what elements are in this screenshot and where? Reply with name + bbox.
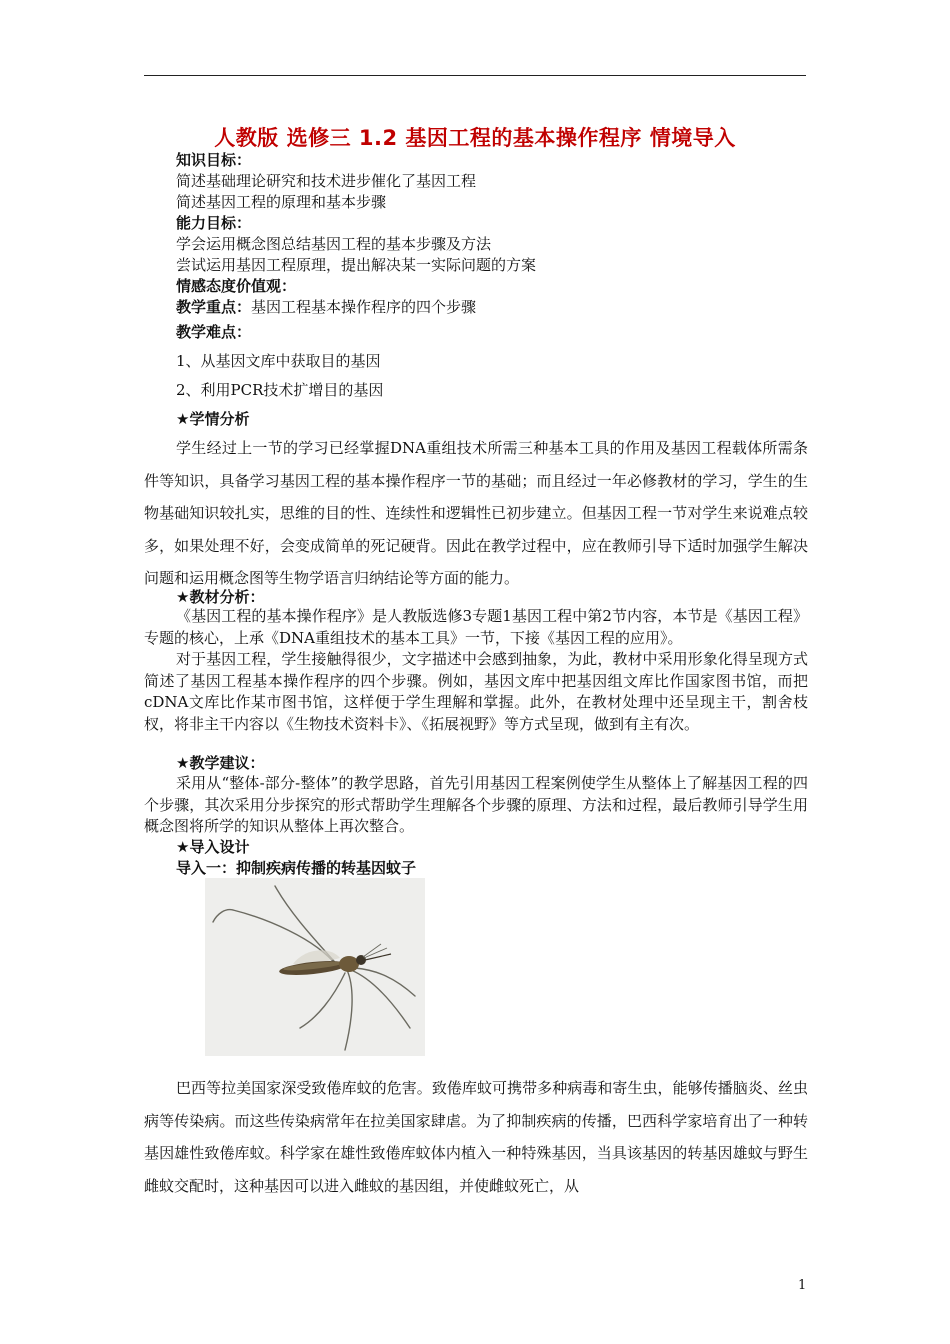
intro-design-heading: ★导入设计 xyxy=(176,838,250,856)
intro-one-text: 巴西等拉美国家深受致倦库蚊的危害。致倦库蚊可携带多种病毒和寄生虫，能够传播脑炎、丝虫病等传染病。而这些传染病常年在拉美国家肆虐。为了抑制疾病的传播，巴西科学家培育出了一种转基因雄性致倦库蚊。科学家在雄性致倦库蚊体内植入一种特殊基因，当具该基因的转基因雄蚊与野生雌蚊交配时，这种基因可以进入雌蚊的基因组，并使雌蚊死亡，从 xyxy=(144,1079,808,1195)
teaching-advice-heading: ★教学建议： xyxy=(176,754,265,772)
ability-goal-item: 尝试运用基因工程原理，提出解决某一实际问题的方案 xyxy=(176,256,537,274)
knowledge-goal-item: 简述基础理论研究和技术进步催化了基因工程 xyxy=(176,172,477,190)
header-rule xyxy=(144,75,806,76)
difficulty-heading: 教学难点： xyxy=(176,323,252,341)
teaching-advice-text: 采用从“整体-部分-整体”的教学思路，首先引用基因工程案例使学生从整体上了解基因工程的四个步骤，其次采用分步探究的形式帮助学生理解各个步骤的原理、方法和过程，最后教师引导学生用概念图将所学的知识从整体上再次整合。 xyxy=(144,774,808,835)
knowledge-goal-item: 简述基因工程的原理和基本步骤 xyxy=(176,193,387,211)
ability-goal-heading: 能力目标： xyxy=(176,214,252,232)
mosquito-photo xyxy=(205,878,425,1056)
difficulty-item: 1、从基因文库中获取目的基因 xyxy=(176,352,381,370)
intro-one-paragraph xyxy=(144,1072,808,1202)
emotion-goal-heading: 情感态度价值观： xyxy=(176,277,297,295)
student-analysis-heading: ★学情分析 xyxy=(176,410,250,428)
page-number: 1 xyxy=(798,1278,807,1293)
knowledge-goal-heading: 知识目标： xyxy=(176,151,252,169)
student-analysis-text: 学生经过上一节的学习已经掌握DNA重组技术所需三种基本工具的作用及基因工程载体所需条件等知识，具备学习基因工程的基本操作程序一节的基础；而且经过一年必修教材的学习，学生的生物基础知识较扎实，思维的目的性、连续性和逻辑性已初步建立。但基因工程一节对学生来说难点较多，如果处理不好，会变成简单的死记硬背。因此在教学过程中，应在教师引导下适时加强学生解决问题和运用概念图等生物学语言归纳结论等方面的能力。 xyxy=(144,439,808,587)
teaching-advice-paragraph xyxy=(144,773,808,838)
material-analysis-heading: ★教材分析： xyxy=(176,588,265,606)
material-analysis-paragraphs xyxy=(144,606,808,735)
key-point-heading: 教学重点： xyxy=(176,298,252,316)
mosquito-illustration xyxy=(205,878,425,1056)
key-point xyxy=(176,296,476,317)
page-title: 人教版 选修三 1.2 基因工程的基本操作程序 情境导入 xyxy=(214,126,736,150)
ability-goal-item: 学会运用概念图总结基因工程的基本步骤及方法 xyxy=(176,235,492,253)
student-analysis-paragraph xyxy=(144,432,808,595)
material-analysis-text: 对于基因工程，学生接触得很少，文字描述中会感到抽象，为此，教材中采用形象化得呈现方式简述了基因工程基本操作程序的四个步骤。例如，基因文库中把基因组文库比作国家图书馆，而把cDNA文库比作某市图书馆，这样便于学生理解和掌握。此外，在教材处理中还呈现主干，割舍枝杈，将非主干内容以《生物技术资料卡》、《拓展视野》等方式呈现，做到有主有次。 xyxy=(144,650,808,733)
material-analysis-text: 《基因工程的基本操作程序》是人教版选修3专题1基因工程中第2节内容，本节是《基因工程》专题的核心，上承《DNA重组技术的基本工具》一节，下接《基因工程的应用》。 xyxy=(144,607,808,647)
intro-one-subheading: 导入一：抑制疾病传播的转基因蚊子 xyxy=(176,859,417,877)
difficulty-item: 2、利用PCR技术扩增目的基因 xyxy=(176,381,384,399)
key-point-text: 基因工程基本操作程序的四个步骤 xyxy=(251,298,477,316)
